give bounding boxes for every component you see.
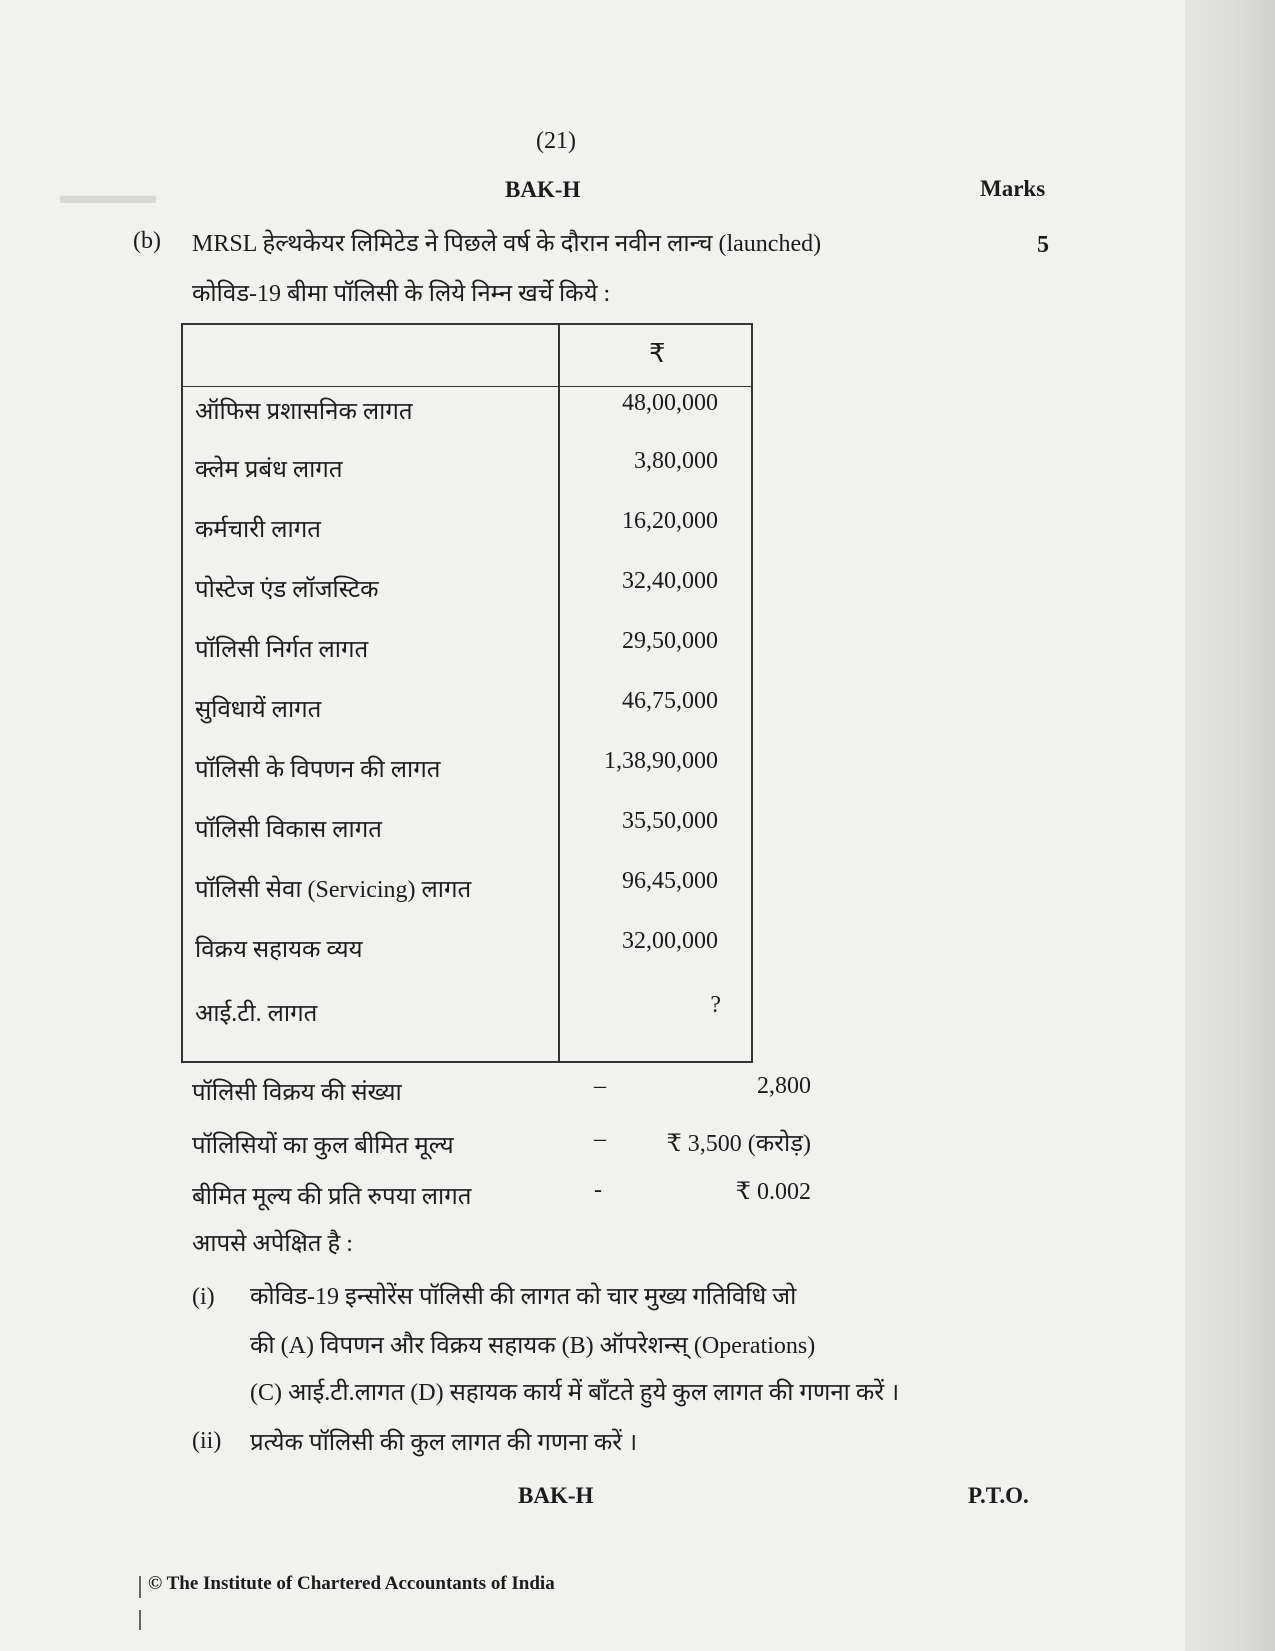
cost-label: विक्रय सहायक व्यय [195,937,363,963]
table-header-rule [183,386,751,387]
cost-value: 48,00,000 [622,390,718,416]
cost-value: 32,40,000 [622,568,718,594]
cost-label: पोस्टेज एंड लॉजस्टिक [195,577,379,603]
cost-value: 16,20,000 [622,508,718,534]
table-row [183,808,751,848]
table-row [183,390,751,430]
rupee-header: ₹ [649,339,666,369]
cost-table [181,323,753,1063]
cost-label: कर्मचारी लागत [195,517,321,543]
copyright-footer: © The Institute of Chartered Accountants of India [148,1573,555,1594]
cost-label: सुविधायें लागत [195,697,322,723]
requirements-heading: आपसे अपेक्षित है : [192,1231,353,1257]
table-row [183,568,751,608]
item-number: (ii) [192,1428,222,1454]
stat-dash: – [594,1126,606,1152]
cost-value: 96,45,000 [622,868,718,894]
table-row [183,748,751,788]
marks-heading: Marks [980,176,1046,201]
cost-label: क्लेम प्रबंध लागत [195,457,343,483]
question-text-line-2: कोविड-19 बीमा पॉलिसी के लिये निम्न खर्चे किये : [192,281,611,307]
item-text-line: कोविड-19 इन्सोरेंस पॉलिसी की लागत को चार मुख्य गतिविधि जो [250,1284,797,1310]
page-number: (21) [536,128,576,154]
stat-value: 2,800 [757,1073,811,1099]
margin-mark [139,1610,141,1630]
cost-value: 32,00,000 [622,928,718,954]
item-number: (i) [192,1284,215,1310]
cost-value: 46,75,000 [622,688,718,714]
item-text-line: की (A) विपणन और विक्रय सहायक (B) ऑपरेशन्स् (Operations) [250,1333,816,1359]
table-row [183,928,751,968]
cost-label: पॉलिसी विकास लागत [195,817,382,843]
cost-label: आई.टी. लागत [195,1001,318,1027]
pto-label: P.T.O. [968,1483,1029,1508]
stat-label: बीमित मूल्य की प्रति रुपया लागत [192,1184,472,1210]
table-row [183,508,751,548]
question-label: (b) [133,228,161,254]
paper-code-bottom: BAK-H [518,1483,594,1508]
item-text-line: प्रत्येक पॉलिसी की कुल लागत की गणना करें । [250,1430,638,1456]
cost-label: ऑफिस प्रशासनिक लागत [195,399,413,425]
margin-mark [139,1576,141,1598]
table-row [183,448,751,488]
stat-value: ₹ 0.002 [735,1179,811,1205]
cost-value: 3,80,000 [634,448,718,474]
table-row [183,688,751,728]
cost-value: 1,38,90,000 [604,748,718,774]
stat-label: पॉलिसियों का कुल बीमित मूल्य [192,1133,454,1159]
stat-dash: – [594,1073,606,1099]
question-marks: 5 [1037,232,1049,258]
stat-value: ₹ 3,500 (करोड़) [666,1131,811,1157]
table-row [183,992,751,1032]
stat-label: पॉलिसी विक्रय की संख्या [192,1080,402,1106]
cost-label: पॉलिसी के विपणन की लागत [195,757,441,783]
bleed-through: ▬▬▬▬ [60,183,156,209]
item-text-line: (C) आई.टी.लागत (D) सहायक कार्य में बाँटते हुये कुल लागत की गणना करें । [250,1380,900,1406]
cost-value: ? [710,992,721,1018]
cost-value: 35,50,000 [622,808,718,834]
table-row [183,868,751,908]
cost-value: 29,50,000 [622,628,718,654]
paper-code: BAK-H [505,177,581,202]
stat-dash: - [594,1177,602,1203]
question-text-line-1: MRSL हेल्थकेयर लिमिटेड ने पिछले वर्ष के दौरान नवीन लान्च (launched) [192,231,822,257]
scan-shadow [1185,0,1275,1651]
cost-label: पॉलिसी सेवा (Servicing) लागत [195,877,472,903]
table-row [183,628,751,668]
cost-label: पॉलिसी निर्गत लागत [195,637,369,663]
